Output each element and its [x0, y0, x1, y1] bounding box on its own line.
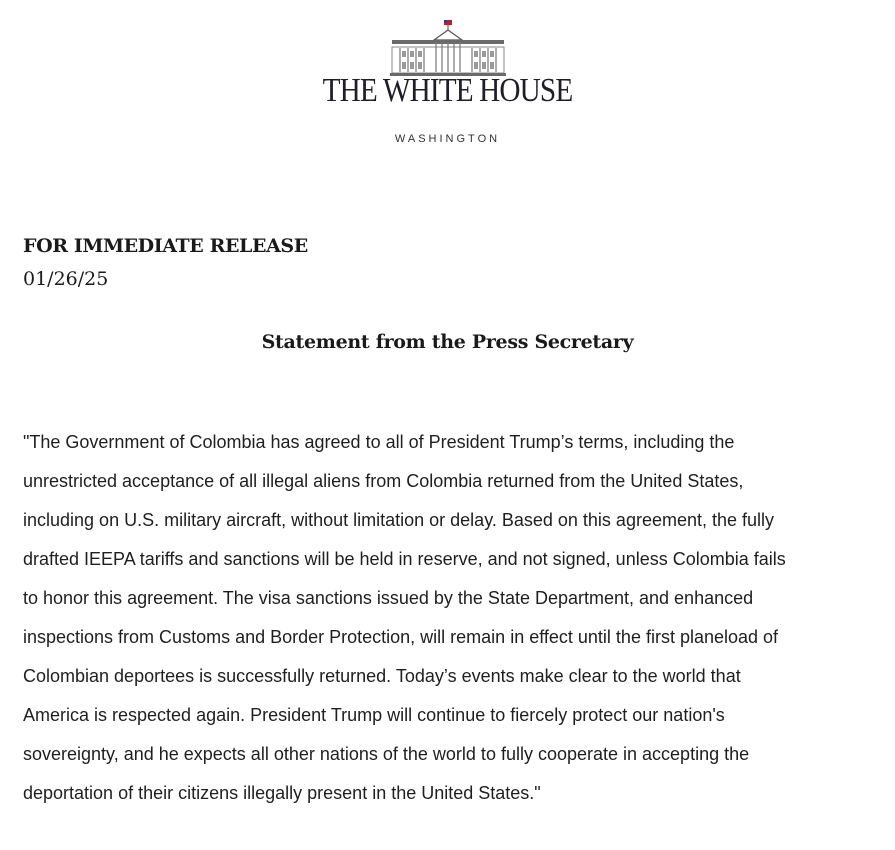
- release-label: FOR IMMEDIATE RELEASE: [23, 235, 308, 257]
- statement-body: [23, 423, 873, 813]
- statement-line: deportation of their citizens illegally present in the United States.": [23, 783, 541, 803]
- statement-line: including on U.S. military aircraft, without limitation or delay. Based on this agreement, the fully: [23, 510, 775, 530]
- letterhead-subtitle: WASHINGTON: [394, 133, 501, 145]
- release-date: 01/26/25: [23, 268, 109, 290]
- letterhead-title: THE WHITE HOUSE: [322, 72, 573, 109]
- white-house-building-icon: [388, 18, 508, 78]
- letterhead: [0, 18, 895, 78]
- statement-line: America is respected again. President Trump will continue to fiercely protect our nation's: [23, 705, 725, 725]
- statement-line: "The Government of Colombia has agreed to all of President Trump’s terms, including the: [23, 432, 735, 452]
- statement-line: sovereignty, and he expects all other nations of the world to fully cooperate in accepting the: [23, 744, 750, 764]
- statement-line: unrestricted acceptance of all illegal aliens from Colombia returned from the United States,: [23, 471, 744, 491]
- statement-line: to honor this agreement. The visa sanctions issued by the State Department, and enhanced: [23, 588, 754, 608]
- statement-line: drafted IEEPA tariffs and sanctions will be held in reserve, and not signed, unless Colombia fails: [23, 549, 786, 569]
- statement-line: inspections from Customs and Border Protection, will remain in effect until the first planeload of: [23, 627, 779, 647]
- statement-title: Statement from the Press Secretary: [261, 331, 634, 353]
- statement-line: Colombian deportees is successfully returned. Today’s events make clear to the world that: [23, 666, 741, 686]
